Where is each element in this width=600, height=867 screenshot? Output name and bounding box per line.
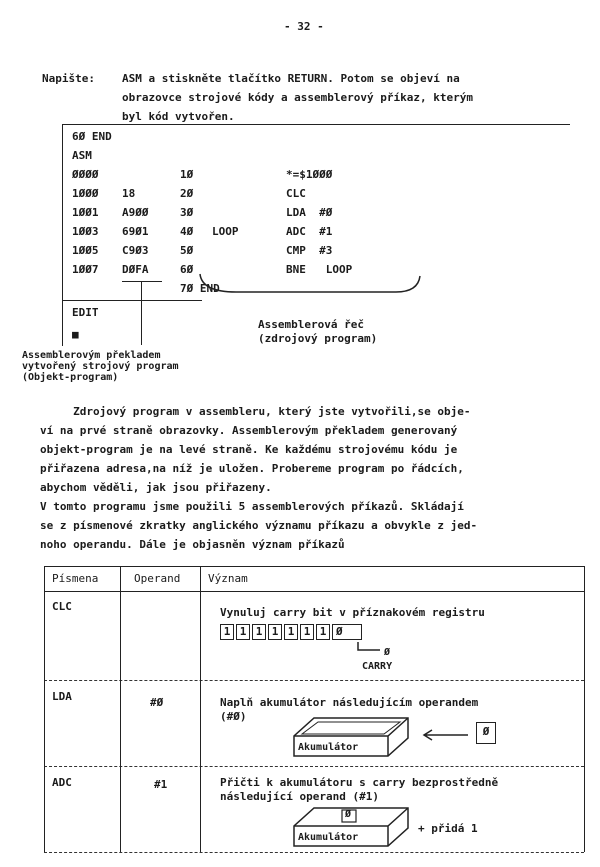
- intro-line: obrazovce strojové kódy a assemblerový příkaz, kterým: [122, 91, 473, 104]
- body-line: ví na prvé straně obrazovky. Assemblerovým překladem generovaný: [40, 424, 458, 437]
- body-line: V tomto programu jsme použili 5 assemblerových příkazů. Skládají: [40, 500, 464, 513]
- object-underline: [122, 281, 162, 282]
- table-rule: [44, 680, 584, 681]
- register-bit: 1: [316, 624, 330, 640]
- table-col-rule: [200, 566, 201, 852]
- table-col-rule: [44, 566, 45, 852]
- carry-value: Ø: [384, 647, 391, 658]
- accumulator-label: Akumulátor: [298, 832, 359, 843]
- operation: CMP #3: [286, 244, 333, 257]
- intro-lead: Napište:: [42, 72, 95, 85]
- addr: 1ØØ5: [72, 244, 99, 257]
- line-number: 1Ø: [180, 168, 194, 181]
- row-meaning-line: (#Ø): [220, 710, 247, 723]
- table-rule: [44, 591, 584, 592]
- annotation-source-line: Assemblerová řeč: [258, 318, 364, 331]
- register-bit: 1: [268, 624, 282, 640]
- listing-edit-line: EDIT: [72, 306, 99, 319]
- carry-label: CARRY: [362, 661, 393, 672]
- row-meaning-line: Přičti k akumulátoru s carry bezprostředně: [220, 776, 499, 789]
- operation: *=$1ØØØ: [286, 168, 333, 181]
- line-number: 6Ø: [180, 263, 194, 276]
- code: 69Ø1: [122, 225, 149, 238]
- listing-left-rule: [62, 124, 63, 346]
- annotation-object-line: (Objekt-program): [22, 372, 119, 383]
- register-bit: 1: [284, 624, 298, 640]
- listing-cursor: ■: [72, 328, 79, 341]
- operation: BNE LOOP: [286, 263, 353, 276]
- body-line: se z písmenové zkratky anglického významu příkazu a obvykle z jed-: [40, 519, 478, 532]
- register-bit: 1: [220, 624, 234, 640]
- line-number: 4Ø: [180, 225, 194, 238]
- body-line: noho operandu. Dále je objasněn význam příkazů: [40, 538, 345, 551]
- body-line: objekt-program je na levé straně. Ke každému strojovému kódu je: [40, 443, 458, 456]
- row-meaning-line: Naplň akumulátor následujícím operandem: [220, 696, 479, 709]
- operation: LDA #Ø: [286, 206, 333, 219]
- intro-line: byl kód vytvořen.: [122, 110, 235, 123]
- addr: ØØØØ: [72, 168, 99, 181]
- line-number: 2Ø: [180, 187, 194, 200]
- listing-end-line: 7Ø END: [180, 282, 220, 295]
- table-col-rule: [584, 566, 585, 852]
- table-rule: [44, 566, 584, 567]
- table-rule: [44, 766, 584, 767]
- adds-note: + přidá 1: [418, 822, 478, 835]
- register-bit: 1: [252, 624, 266, 640]
- code: A9ØØ: [122, 206, 149, 219]
- operand-value-box: Ø: [476, 722, 496, 744]
- row-letters: CLC: [52, 600, 72, 613]
- row-meaning-line: následující operand (#1): [220, 790, 379, 803]
- addr: 1ØØ7: [72, 263, 99, 276]
- code: DØFA: [122, 263, 149, 276]
- register-bit: 1: [236, 624, 250, 640]
- table-header-letters: Písmena: [52, 572, 99, 585]
- page-number: - 32 -: [284, 20, 324, 33]
- intro-line: ASM a stiskněte tlačítko RETURN. Potom se objeví na: [122, 72, 460, 85]
- annotation-source-line: (zdrojový program): [258, 332, 378, 345]
- table-rule: [44, 852, 584, 853]
- line-number: 3Ø: [180, 206, 194, 219]
- addr: 1ØØØ: [72, 187, 99, 200]
- source-brace: [196, 270, 424, 306]
- accumulator-label: Akumulátor: [298, 742, 359, 753]
- listing-header-line: 6Ø END: [72, 130, 112, 143]
- annotation-object-line: Assemblerovým překladem: [22, 350, 161, 361]
- row-letters: LDA: [52, 690, 72, 703]
- carry-bit: Ø: [332, 624, 362, 640]
- addr: 1ØØ3: [72, 225, 99, 238]
- arrow-left-icon: [420, 728, 470, 742]
- register-bit: 1: [300, 624, 314, 640]
- listing-bottom-rule: [62, 300, 202, 301]
- label: LOOP: [212, 225, 239, 238]
- body-line: Zdrojový program v assembleru, který jste vytvořili,se obje-: [40, 405, 471, 418]
- code: C9Ø3: [122, 244, 149, 257]
- body-line: přiřazena adresa,na níž je uložen. Probereme program po řádcích,: [40, 462, 464, 475]
- addr: 1ØØ1: [72, 206, 99, 219]
- table-header-meaning: Význam: [208, 572, 248, 585]
- listing-asm-line: ASM: [72, 149, 92, 162]
- table-header-operand: Operand: [134, 572, 181, 585]
- row-letters: ADC: [52, 776, 72, 789]
- operation: CLC: [286, 187, 306, 200]
- accumulator-value: Ø: [345, 809, 352, 820]
- code: 18: [122, 187, 136, 200]
- operation: ADC #1: [286, 225, 333, 238]
- carry-arrow-icon: [354, 640, 384, 658]
- row-operand: #Ø: [150, 696, 164, 709]
- listing-top-rule: [62, 124, 570, 125]
- row-operand: #1: [154, 778, 168, 791]
- object-pointer-line: [141, 281, 142, 345]
- status-register: [220, 624, 420, 640]
- line-number: 5Ø: [180, 244, 194, 257]
- row-meaning-line: Vynuluj carry bit v příznakovém registru: [220, 606, 485, 619]
- body-line: abychom věděli, jak jsou přiřazeny.: [40, 481, 272, 494]
- annotation-object-line: vytvořený strojový program: [22, 361, 179, 372]
- table-col-rule: [120, 566, 121, 852]
